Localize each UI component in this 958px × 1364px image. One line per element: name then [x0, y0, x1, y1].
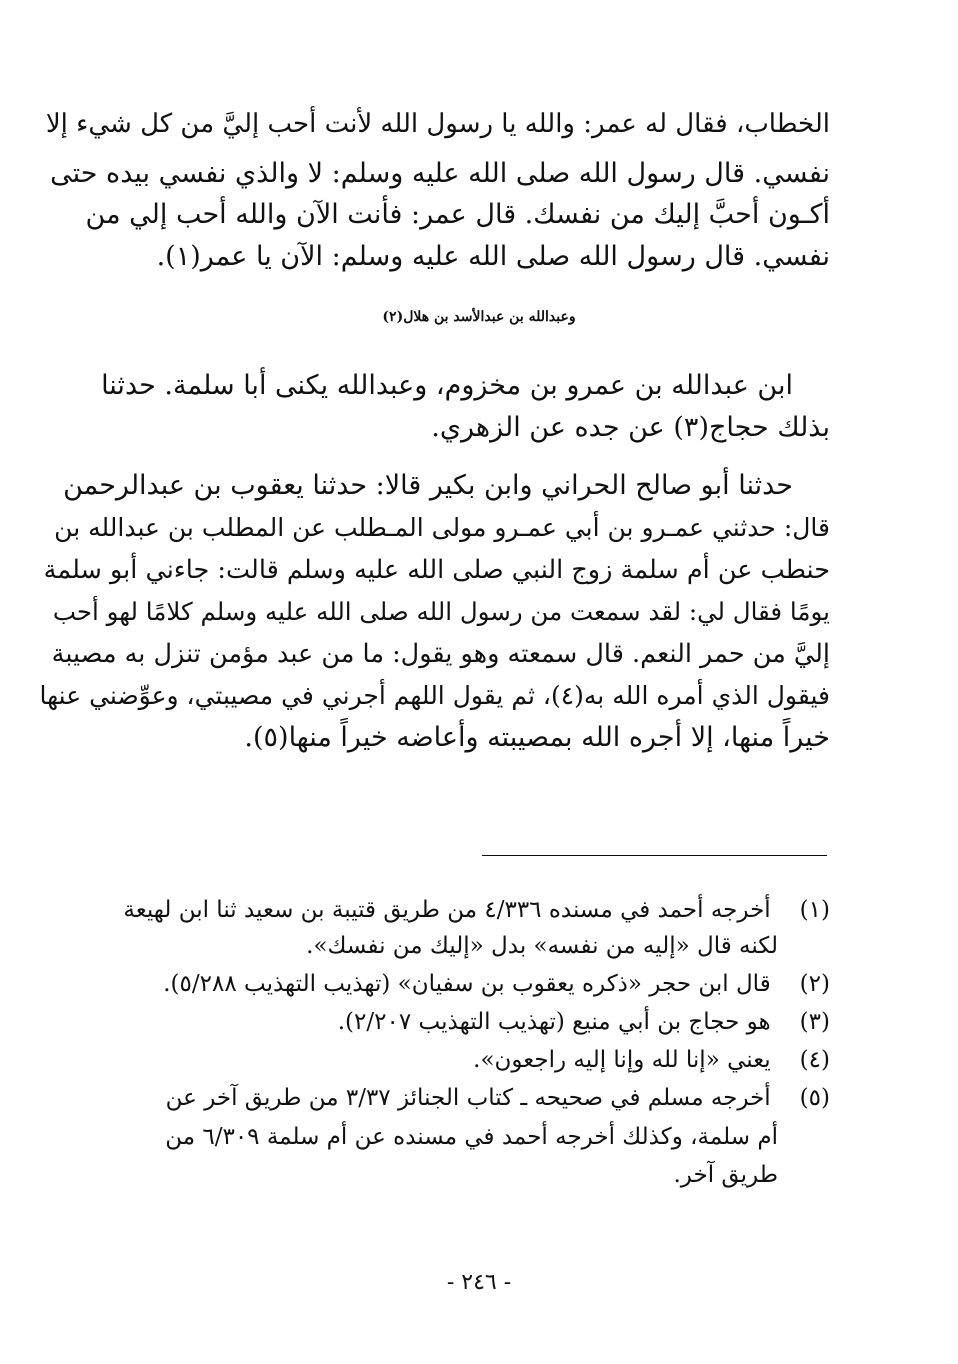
footnote-5	[166, 1081, 830, 1115]
footnote-5-line-2: أم سلمة، وكذلك أخرجه أحمد في مسنده عن أم سلمة ٦/٣٠٩ من	[165, 1124, 778, 1150]
footnote-3-line-1: هو حجاج بن أبي منيع (تهذيب التهذيب ٢/٢٠٧).	[337, 1009, 771, 1035]
page-number: - ٢٤٦ -	[446, 1270, 512, 1295]
footnote-4-number: (٤)	[799, 1047, 830, 1073]
paragraph-1-line-2: نفسي. قال رسول الله صلى الله عليه وسلم: لا والذي نفسي بيده حتى	[50, 158, 830, 189]
paragraph-3-line-3: حنطب عن أم سلمة زوج النبي صلى الله عليه وسلم قالت: جاءني أبو سلمة	[43, 555, 830, 585]
paragraph-1-line-1: الخطاب، فقال له عمر: والله يا رسول الله لأنت أحب إليَّ من كل شيء إلا	[45, 109, 830, 139]
paragraph-3-line-6: فيقول الذي أمره الله به(٤)، ثم يقول اللهم أجرني في مصيبتي، وعوِّضني عنها	[39, 681, 830, 710]
footnote-4	[473, 1043, 830, 1077]
footnote-1-line-2: لكنه قال «إليه من نفسه» بدل «إليك من نفسك».	[306, 933, 778, 959]
footnote-2-number: (٢)	[799, 971, 830, 997]
footnote-3-number: (٣)	[799, 1009, 830, 1035]
footnote-2	[163, 967, 830, 1001]
paragraph-2-line-1: ابن عبدالله بن عمرو بن مخزوم، وعبدالله يكنى أبا سلمة. حدثنا	[101, 370, 793, 401]
paragraph-3-line-2: قال: حدثني عمـرو بن أبي عمـرو مولى المـطلب عن المطلب بن عبدالله بن	[54, 513, 830, 542]
paragraph-2-line-2: بذلك حجاج(٣) عن جده عن الزهري.	[431, 412, 830, 443]
footnote-2-line-1: قال ابن حجر «ذكره يعقوب بن سفيان» (تهذيب التهذيب ٥/٢٨٨).	[163, 971, 771, 997]
footnote-5-line-3: طريق آخر.	[673, 1162, 778, 1188]
footnote-1-line-1: أخرجه أحمد في مسنده ٤/٣٣٦ من طريق قتيبة بن سعيد ثنا ابن لهيعة	[123, 897, 771, 923]
section-heading: وعبدالله بن عبدالأسد بن هلال(٢)	[382, 309, 576, 325]
footnote-5-number: (٥)	[799, 1085, 830, 1111]
footnote-4-line-1: يعني «إنا لله وإنا إليه راجعون».	[473, 1047, 771, 1073]
footnote-5-line-1: أخرجه مسلم في صحيحه ـ كتاب الجنائز ٣/٣٧ من طريق آخر عن	[165, 1085, 771, 1111]
paragraph-3-line-7: خيراً منها، إلا أجره الله بمصيبته وأعاضه خيراً منها(٥).	[244, 722, 830, 753]
footnote-1	[123, 893, 830, 927]
footnote-1-number: (١)	[799, 897, 830, 923]
paragraph-1-line-4: نفسي. قال رسول الله صلى الله عليه وسلم: الآن يا عمر(١).	[156, 241, 830, 272]
paragraph-3-line-1: حدثنا أبو صالح الحراني وابن بكير قالا: حدثنا يعقوب بن عبدالرحمن	[63, 470, 793, 501]
footnote-separator	[482, 855, 827, 856]
paragraph-1-line-3: أكـون أحبَّ إليك من نفسك. قال عمر: فأنت الآن والله أحب إلي من	[85, 199, 830, 230]
footnote-3	[338, 1005, 830, 1039]
paragraph-3-line-4: يومًا فقال لي: لقد سمعت من رسول الله صلى الله عليه وسلم كلامًا لهو أحب	[52, 597, 830, 626]
paragraph-3-line-5: إليَّ من حمر النعم. قال سمعته وهو يقول: ما من عبد مؤمن تنزل به مصيبة	[51, 639, 830, 669]
